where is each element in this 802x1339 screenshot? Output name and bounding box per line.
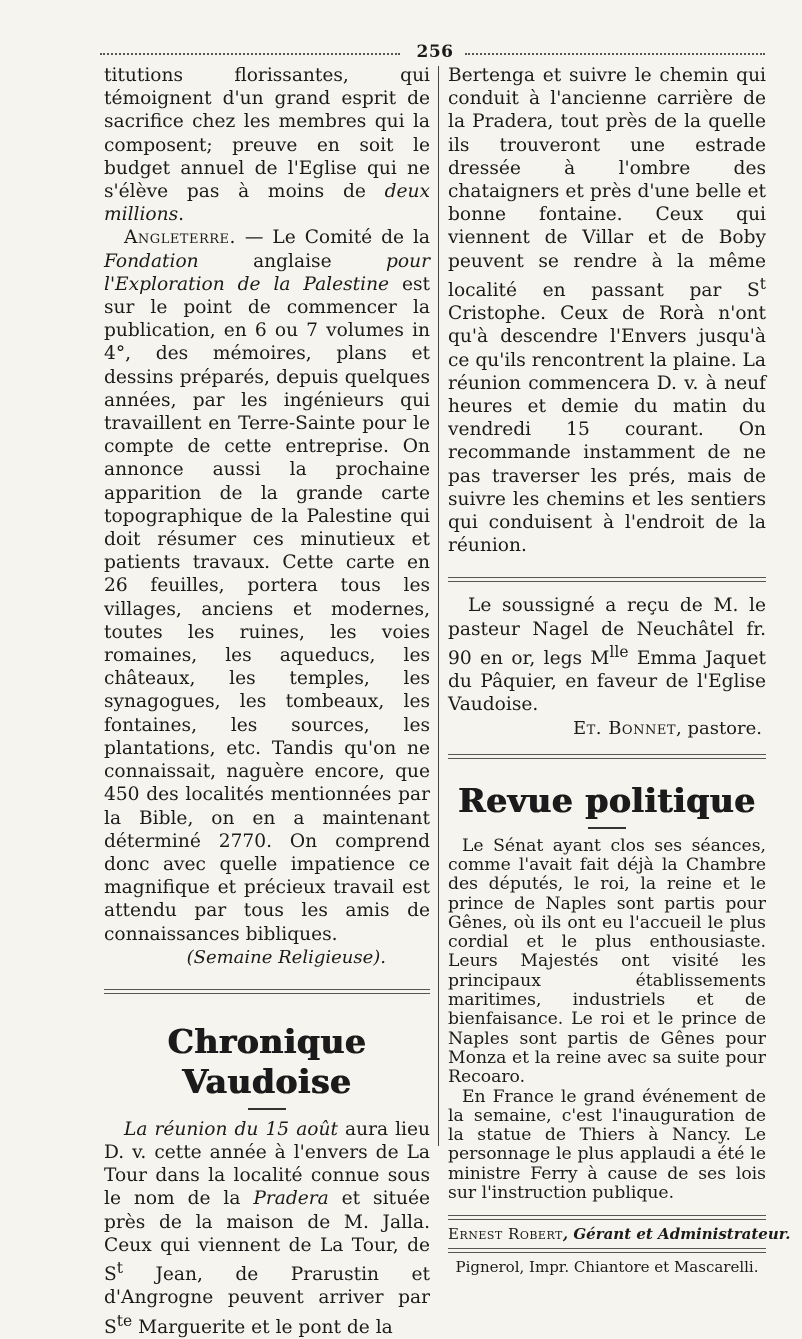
section-separator (448, 754, 766, 759)
punctuation: . (178, 204, 185, 226)
section-title-chronique: Chronique Vaudoise (167, 1021, 367, 1101)
emphasis-text: La réunion du 15 août (124, 1118, 338, 1140)
paragraph-text: titutions florissantes, qui témoignent d'un grand esprit de sacrifice chez les membres qui la composent; preuve en soit le budget annuel de l'Eglise qui ne s'élève pas à moins de (104, 65, 430, 203)
header-rule-left (100, 53, 400, 55)
politics-section (448, 837, 766, 1204)
paragraph-angleterre (104, 226, 430, 945)
page-header (100, 44, 765, 64)
manager-role: , Gérant et Administrateur. (562, 1225, 791, 1244)
footer-manager (448, 1224, 791, 1244)
paragraph-text: Le soussigné a reçu de M. le pasteur Nagel de Neuchâtel fr. 90 en or, legs M (448, 595, 766, 670)
title-underline (588, 827, 626, 829)
section-separator (104, 989, 430, 994)
paragraph-text: Cristophe. Ceux de Rorà n'ont qu'à descendre l'Envers jusqu'à ce qu'ils rencontrent la plaine. La réunion commencera D. v. à neuf heures et demie du matin du vendredi 15 courant. On recommande instamment de ne pas traverser les prés, mais de suivre les chemins et les sentiers qui conduisent à l'endroit de la réunion. (448, 303, 766, 557)
section-separator (448, 577, 766, 582)
column-divider (438, 66, 439, 1146)
paragraph-politics-1: Le Sénat ayant clos ses séances, comme l'avait fait déjà la Chambre des députés, le roi, la reine et le prince de Naples sont partis pour Gênes, où ils ont eu l'accueil le plus cordial et le plus enthousiaste. Leurs Majestés ont visité les principaux établissements maritimes, industriels et de bienfaisance. Le roi et le prince de Naples sont partis de Gênes pour Monza et la reine avec sa suite pour Recoaro. (448, 835, 766, 1088)
paragraph-text: anglaise (198, 250, 387, 272)
superscript: t (759, 274, 766, 293)
paragraph-politics-2: En France le grand événement de la semaine, c'est l'inauguration de la statue de Thiers à Nancy. Le personnage le plus applaudi a été le ministre Ferry à cause de ses lois sur l'instruction publique. (448, 1086, 766, 1203)
signature-title: , pastore. (676, 717, 762, 739)
section-title-revue: Revue politique (458, 780, 756, 820)
section-label-angleterre: Angleterre. (124, 227, 236, 249)
header-rule-right (465, 53, 765, 55)
paragraph-text: et située près de la maison de M. Jalla. Ceux qui viennent de La Tour, de S (104, 1188, 430, 1286)
page-number: 256 (416, 42, 454, 62)
right-column (448, 64, 791, 1277)
footer-separator (448, 1248, 766, 1253)
paragraph-receipt (448, 594, 766, 716)
paragraph-text: aura lieu D. v. cette année à l'envers de La Tour dans la localité connue sous le nom de la (104, 1118, 430, 1210)
emphasis-text: deux millions (104, 181, 430, 226)
paragraph-text: Bertenga et suivre le chemin qui conduit à l'ancienne carrière de la Pradera, tout près de la quelle ils trouveront une estrade dressée à l'ombre des chataigners et près d'une belle et bonne fontaine. Ceux qui viennent de Villar et de Boby peuvent se rendre à la même localité en passant par S (448, 65, 766, 302)
emphasis-text: Pradera (253, 1188, 329, 1210)
signature-name: Et. Bonnet (572, 717, 677, 739)
superscript: t (116, 1258, 123, 1277)
paragraph-text: Marguerite et le pont de la (132, 1316, 393, 1338)
paragraph-text: Emma Jaquet du Pâquier, en faveur de l'Eglise Vaudoise. (448, 648, 766, 716)
paragraph-reunion (104, 1118, 430, 1339)
attribution: (Semaine Religieuse). (186, 946, 386, 968)
paragraph-text: est sur le point de commencer la publication, en 6 ou 7 volumes in 4°, des mémoires, plans et dessins préparés, depuis quelques années, par les ingénieurs qui travaillent en Terre-Sainte pour le compte de cette entreprise. On annonce aussi la prochaine apparition de la grande carte topographique de la Palestine qui doit résumer ces minutieux et patients travaux. Cette carte en 26 feuilles, portera tous les villages, anciens et modernes, toutes les ruines, les voies romaines, les aqueducs, les châteaux, les temples, les synagogues, les tombeaux, les fontaines, les sources, les plantations, etc. Tandis qu'on ne connaissait, naguère encore, que 450 des localités mentionnées par la Bible, on en a maintenant déterminé 2770. On comprend donc avec quelle impatience ce magnifique et précieux travail est attendu par tous les amis de connaissances bibliques. (104, 273, 430, 945)
paragraph-reunion-continued (448, 64, 766, 557)
footer-separator (448, 1215, 766, 1220)
paragraph-text: — Le Comité de la (235, 227, 430, 249)
paragraph-text: Jean, de Prarustin et d'Angrogne peuvent arriver par S (104, 1264, 430, 1338)
footer-printer: Pignerol, Impr. Chiantore et Mascarelli. (455, 1258, 759, 1277)
superscript: lle (609, 642, 629, 661)
paragraph-institutions (104, 64, 430, 226)
left-column (104, 64, 430, 1339)
emphasis-text: Fondation (104, 250, 199, 272)
manager-name: Ernest Robert (448, 1225, 563, 1244)
receipt-signature (448, 717, 766, 740)
emphasis-text: pour l'Exploration de la Palestine (104, 250, 430, 295)
superscript: te (116, 1311, 133, 1330)
title-underline (248, 1108, 286, 1110)
